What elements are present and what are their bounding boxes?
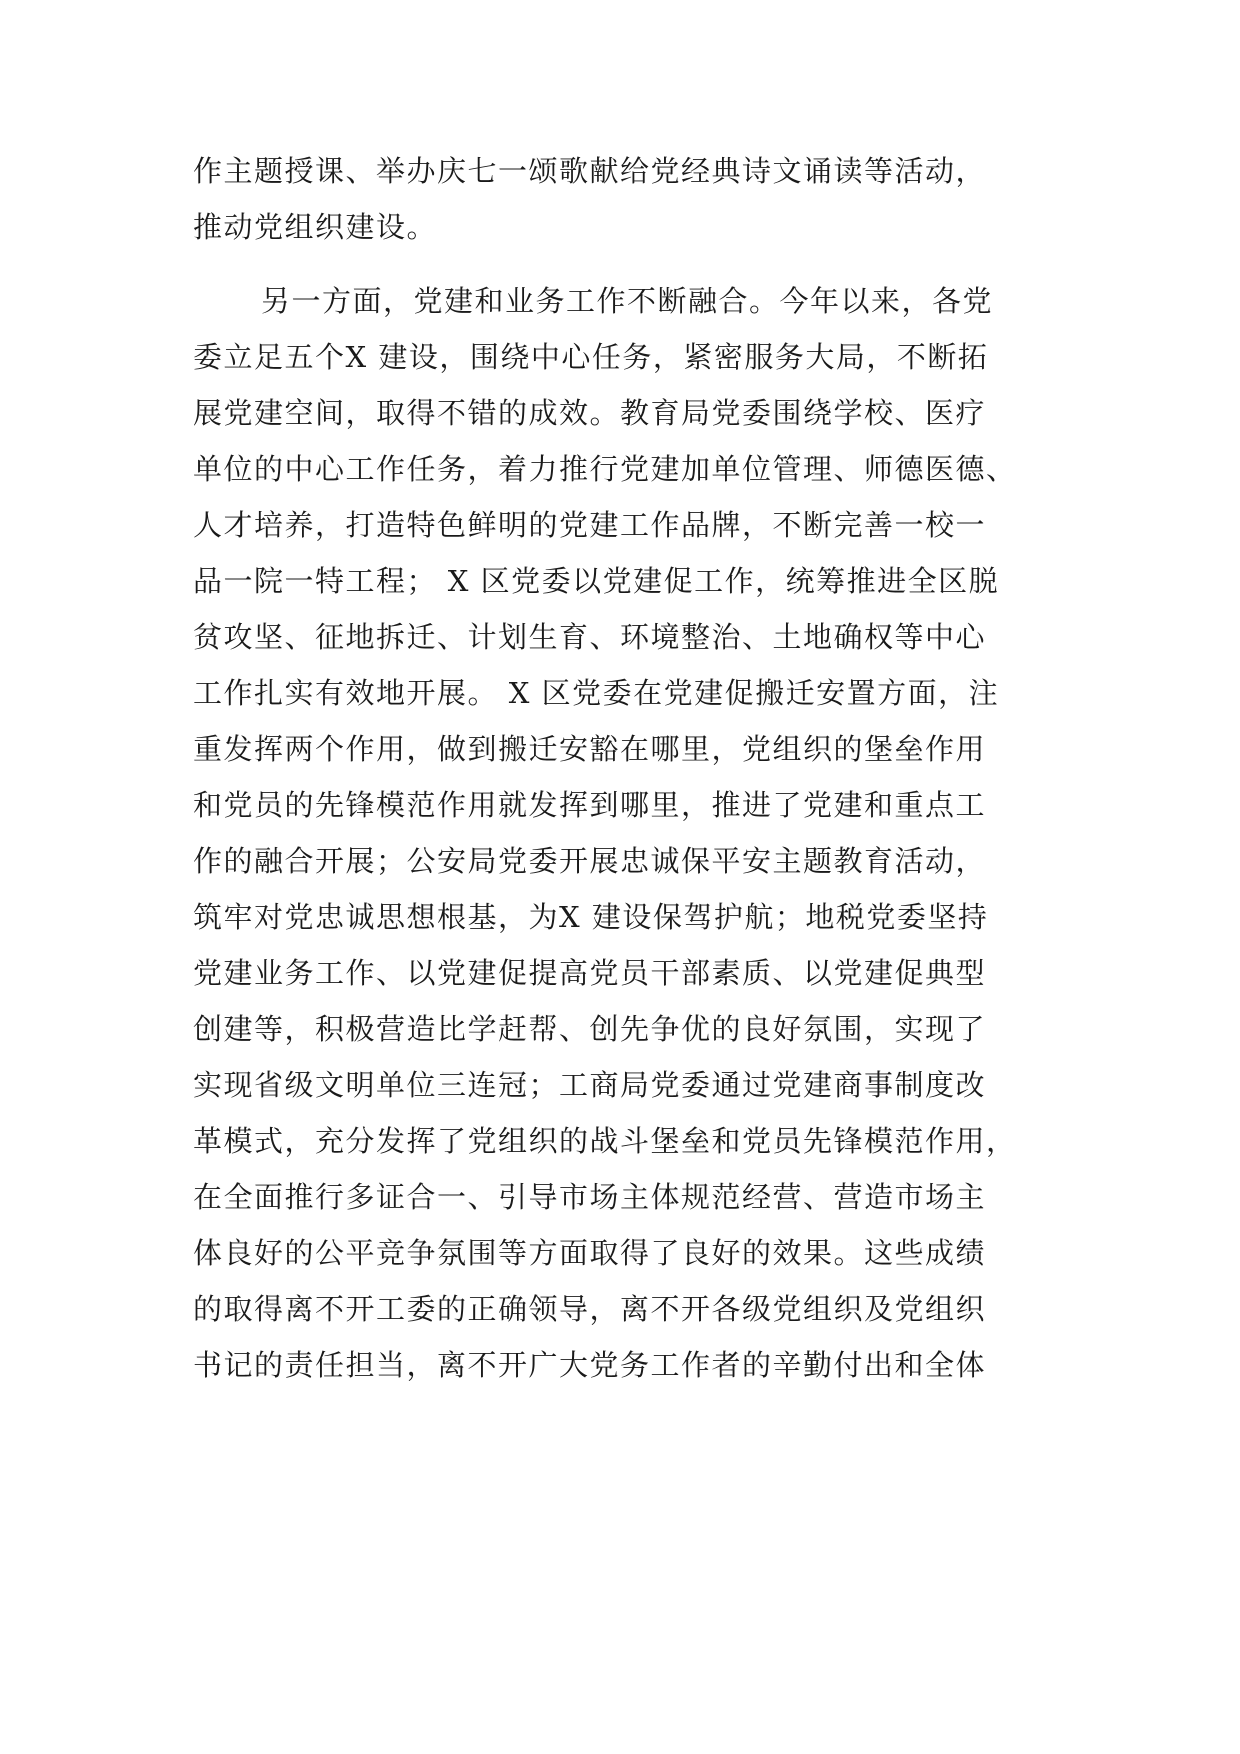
text-line: 的取得离不开工委的正确领导，离不开各级党组织及党组织 [193,1292,987,1326]
body-text [193,143,1053,1393]
text-line: 工作扎实有效地开展。 X 区党委在党建促搬迁安置方面，注 [193,676,1000,710]
text-line: 另一方面，党建和业务工作不断融合。今年以来，各党 [261,284,994,318]
text-line: 实现省级文明单位三连冠；工商局党委通过党建商事制度改 [193,1068,987,1102]
text-line: 体良好的公平竞争氛围等方面取得了良好的效果。这些成绩 [193,1236,987,1270]
text-line: 人才培养，打造特色鲜明的党建工作品牌，不断完善一校一 [193,508,987,542]
text-line: 在全面推行多证合一、引导市场主体规范经营、营造市场主 [193,1180,987,1214]
text-line: 展党建空间，取得不错的成效。教育局党委围绕学校、医疗 [193,396,987,430]
text-line: 作主题授课、举办庆七一颂歌献给党经典诗文诵读等活动， [193,154,987,188]
text-line: 品一院一特工程； X 区党委以党建促工作，统筹推进全区脱 [193,564,1000,598]
text-line: 贫攻坚、征地拆迁、计划生育、环境整治、土地确权等中心 [193,620,987,654]
text-line: 单位的中心工作任务，着力推行党建加单位管理、师德医德、 [193,452,1017,486]
text-line: 作的融合开展；公安局党委开展忠诚保平安主题教育活动， [193,844,987,878]
text-line: 委立足五个X 建设，围绕中心任务，紧密服务大局，不断拓 [193,340,989,374]
text-line: 革模式，充分发挥了党组织的战斗堡垒和党员先锋模范作用， [193,1124,1017,1158]
text-line: 党建业务工作、以党建促提高党员干部素质、以党建促典型 [193,956,987,990]
text-line: 推动党组织建设。 [193,210,438,244]
text-line: 筑牢对党忠诚思想根基，为X 建设保驾护航；地税党委坚持 [193,900,989,934]
paragraph [193,273,1053,1393]
text-line: 书记的责任担当，离不开广大党务工作者的辛勤付出和全体 [193,1348,987,1382]
paragraph [193,143,1053,255]
text-line: 重发挥两个作用，做到搬迁安豁在哪里，党组织的堡垒作用 [193,732,987,766]
text-line: 和党员的先锋模范作用就发挥到哪里，推进了党建和重点工 [193,788,987,822]
text-line: 创建等，积极营造比学赶帮、创先争优的良好氛围，实现了 [193,1012,987,1046]
